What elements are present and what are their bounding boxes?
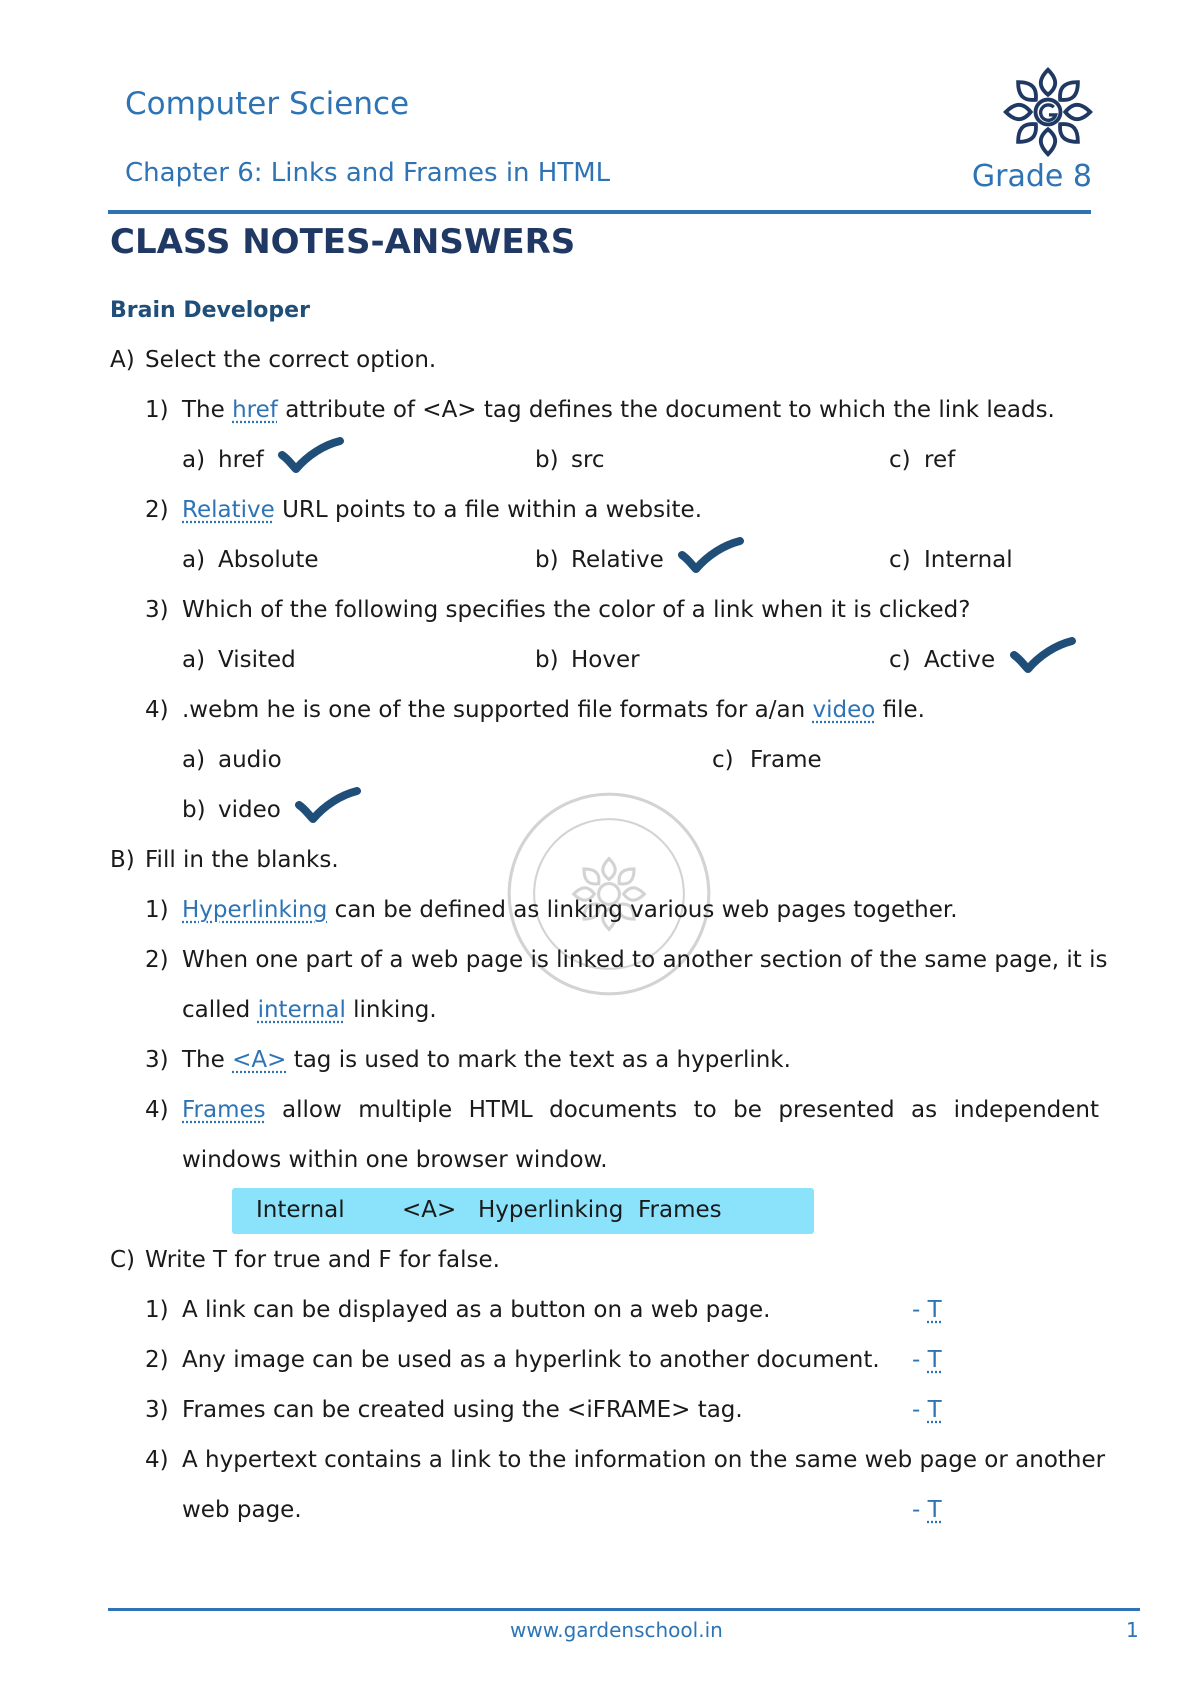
- option-a-label: a): [182, 747, 206, 773]
- question-number: 2): [145, 497, 169, 523]
- question-post: URL points to a file within a website.: [282, 497, 703, 523]
- option-c-label: c): [889, 447, 911, 473]
- question-text: [182, 695, 925, 725]
- question-number: 4): [145, 697, 169, 723]
- part-a-instruction: Select the correct option.: [145, 347, 437, 373]
- part-a-label: A): [110, 347, 135, 373]
- question-answer: video: [812, 697, 876, 723]
- question-post: attribute of <A> tag defines the document to which the link leads.: [285, 397, 1055, 423]
- checkmark-icon: [678, 535, 744, 575]
- option-c-text: Internal: [924, 547, 1013, 573]
- question-answer: Frames: [182, 1097, 266, 1123]
- question-post: tag is used to mark the text as a hyperlink.: [293, 1047, 791, 1073]
- part-b-label: B): [110, 847, 135, 873]
- option-c-label: c): [889, 547, 911, 573]
- question-post: linking.: [353, 997, 437, 1023]
- option-a-text: audio: [218, 747, 282, 773]
- subject-title: Computer Science: [125, 86, 410, 122]
- statement-answer: [912, 1345, 942, 1375]
- option-c-label: c): [712, 747, 734, 773]
- question-answer: href: [232, 397, 278, 423]
- word-bank-item: Internal: [256, 1197, 345, 1223]
- footer-url[interactable]: www.gardenschool.in: [510, 1618, 723, 1642]
- section-heading: Brain Developer: [110, 298, 310, 323]
- question-answer-frames: [182, 1095, 266, 1125]
- option-c-text: Frame: [750, 747, 822, 773]
- checkmark-icon: [278, 435, 344, 475]
- statement-number: 1): [145, 1297, 169, 1323]
- option-c-text: ref: [924, 447, 956, 473]
- word-bank-item: Frames: [638, 1197, 722, 1223]
- question-answer: internal: [257, 997, 346, 1023]
- question-answer: <A>: [232, 1047, 287, 1073]
- option-b-text: Relative: [571, 547, 664, 573]
- statement-answer: [912, 1395, 942, 1425]
- question-number: 1): [145, 897, 169, 923]
- question-number: 3): [145, 597, 169, 623]
- question-post: can be defined as linking various web pages together.: [334, 897, 958, 923]
- statement-text: A link can be displayed as a button on a web page.: [182, 1297, 771, 1323]
- answer-value: T: [927, 1297, 942, 1323]
- question-text: [182, 495, 702, 525]
- checkmark-icon: [1010, 635, 1076, 675]
- statement-text: Frames can be created using the <iFRAME> tag.: [182, 1397, 743, 1423]
- question-text: Which of the following specifies the color of a link when it is clicked?: [182, 597, 971, 623]
- option-c-text: Active: [924, 647, 996, 673]
- option-c-label: c): [889, 647, 911, 673]
- option-b-text: video: [218, 797, 281, 823]
- question-pre: The: [182, 1047, 225, 1073]
- option-b-label: b): [535, 647, 559, 673]
- grade-label: Grade 8: [971, 159, 1092, 194]
- option-b-text: Hover: [571, 647, 640, 673]
- question-answer: Relative: [182, 497, 275, 523]
- answer-value: T: [927, 1347, 942, 1373]
- answer-dash: -: [912, 1497, 921, 1523]
- answer-value: T: [927, 1397, 942, 1423]
- school-logo-icon: [1000, 64, 1096, 160]
- question-text: When one part of a web page is linked to another section of the same page, it is: [182, 947, 1108, 973]
- statement-number: 4): [145, 1447, 169, 1473]
- statement-number: 2): [145, 1347, 169, 1373]
- question-pre: called: [182, 997, 251, 1023]
- question-text: [182, 395, 1055, 425]
- option-b-label: b): [182, 797, 206, 823]
- option-a-text: href: [218, 447, 264, 473]
- statement-answer: [912, 1295, 942, 1325]
- part-b-instruction: Fill in the blanks.: [145, 847, 339, 873]
- question-text: allow multiple HTML documents to be presented as independent: [282, 1097, 1099, 1123]
- statement-number: 3): [145, 1397, 169, 1423]
- statement-text: A hypertext contains a link to the information on the same web page or another: [182, 1447, 1106, 1473]
- option-a-label: a): [182, 647, 206, 673]
- option-b-text: src: [571, 447, 605, 473]
- question-answer: Hyperlinking: [182, 897, 328, 923]
- statement-answer: [912, 1495, 942, 1525]
- part-c-instruction: Write T for true and F for false.: [145, 1247, 500, 1273]
- part-c-label: C): [110, 1247, 136, 1273]
- answer-value: T: [927, 1497, 942, 1523]
- checkmark-icon: [295, 785, 361, 825]
- answer-dash: -: [912, 1297, 921, 1323]
- option-a-label: a): [182, 547, 206, 573]
- question-post: file.: [882, 697, 925, 723]
- question-pre: The: [182, 397, 225, 423]
- question-text: [182, 895, 958, 925]
- question-text-cont: windows within one browser window.: [182, 1147, 608, 1173]
- question-number: 3): [145, 1047, 169, 1073]
- header-divider: [108, 210, 1091, 214]
- statement-text-cont: web page.: [182, 1497, 302, 1523]
- option-b-label: b): [535, 447, 559, 473]
- question-pre: .webm he is one of the supported file formats for a/an: [182, 697, 806, 723]
- question-text-cont: [182, 995, 437, 1025]
- statement-text: Any image can be used as a hyperlink to another document.: [182, 1347, 880, 1373]
- page-number: 1: [1126, 1618, 1139, 1642]
- answer-dash: -: [912, 1347, 921, 1373]
- question-number: 1): [145, 397, 169, 423]
- chapter-title: Chapter 6: Links and Frames in HTML: [125, 158, 611, 188]
- question-text: [182, 1045, 791, 1075]
- answer-dash: -: [912, 1397, 921, 1423]
- option-a-text: Visited: [218, 647, 296, 673]
- option-b-label: b): [535, 547, 559, 573]
- question-number: 2): [145, 947, 169, 973]
- option-a-label: a): [182, 447, 206, 473]
- option-a-text: Absolute: [218, 547, 319, 573]
- question-number: 4): [145, 1097, 169, 1123]
- page-title: CLASS NOTES-ANSWERS: [110, 222, 576, 262]
- word-bank-item: <A>: [402, 1197, 457, 1223]
- footer-divider: [108, 1608, 1140, 1611]
- word-bank-item: Hyperlinking: [478, 1197, 624, 1223]
